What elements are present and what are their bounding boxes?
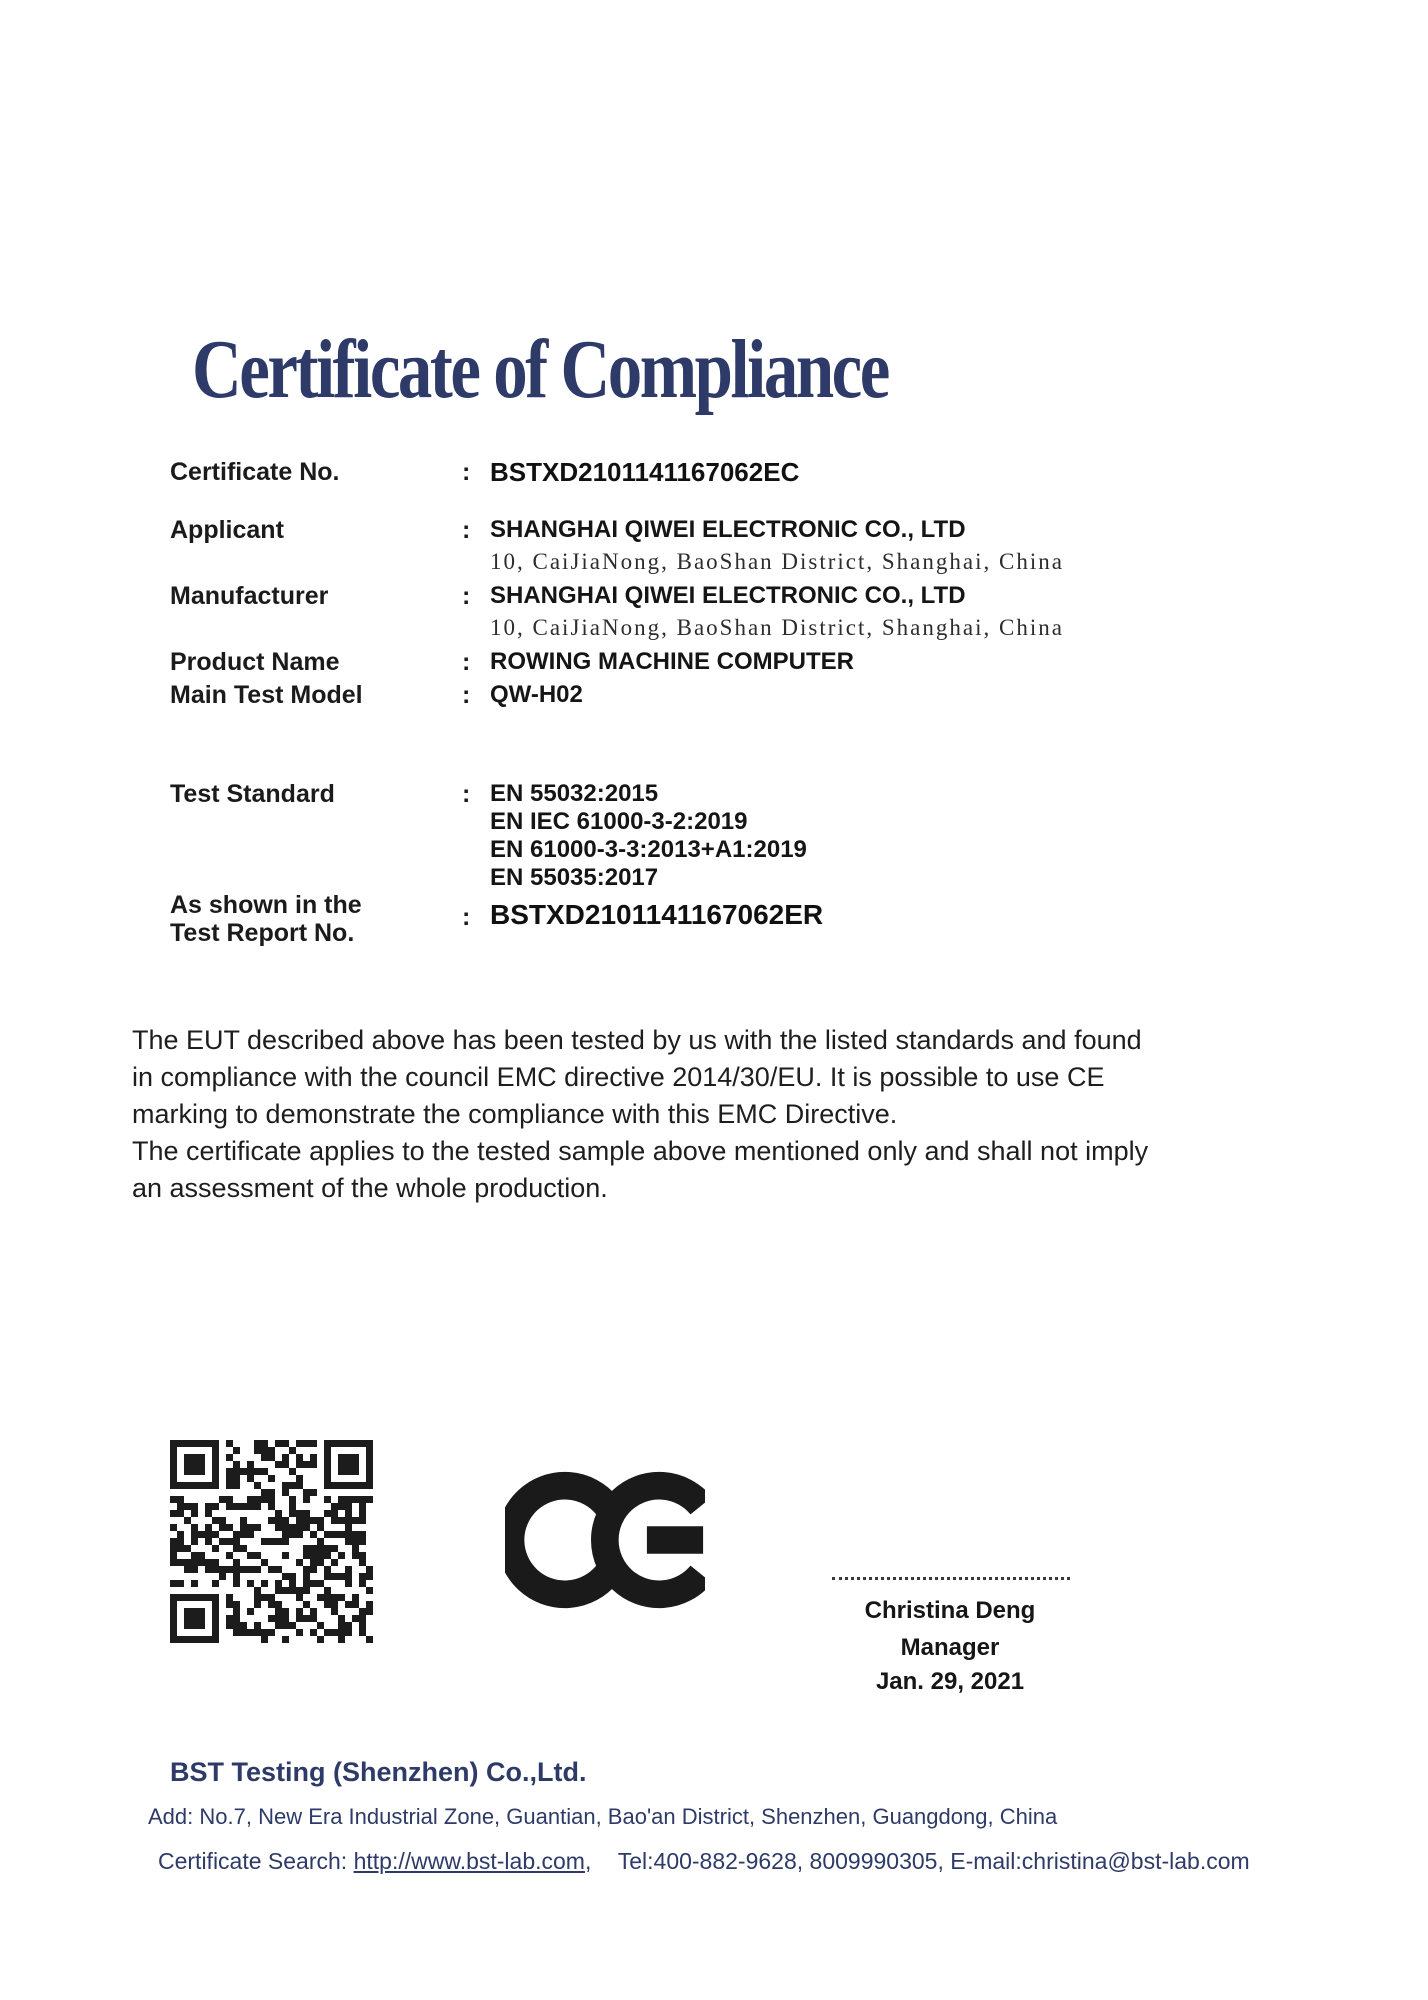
colon-separator: : xyxy=(462,458,471,486)
field-value-main-test-model: QW-H02 xyxy=(490,681,583,708)
certificate-search-label: Certificate Search: xyxy=(158,1848,348,1874)
field-value-certificate-no: BSTXD2101141167062EC xyxy=(490,457,800,487)
footer-contact-line xyxy=(158,1848,1250,1875)
qr-code-image xyxy=(170,1440,373,1643)
field-value-manufacturer: SHANGHAI QIWEI ELECTRONIC CO., LTD xyxy=(490,582,966,609)
field-value-product-name: ROWING MACHINE COMPUTER xyxy=(490,648,854,675)
test-standard-line: EN 55035:2017 xyxy=(490,864,659,891)
colon-separator: : xyxy=(462,681,471,709)
field-label-product-name: Product Name xyxy=(170,648,340,676)
test-standard-line: EN IEC 61000-3-2:2019 xyxy=(490,808,748,835)
statement-line: in compliance with the council EMC directive 2014/30/EU. It is possible to use CE xyxy=(132,1062,1105,1092)
field-label-test-report-line1: As shown in the xyxy=(170,891,362,919)
page-title: Certificate of Compliance xyxy=(192,323,888,416)
manufacturer-address: 10, CaiJiaNong, BaoShan District, Shanghai, China xyxy=(490,615,1064,640)
colon-separator: : xyxy=(462,903,471,931)
statement-line: The EUT described above has been tested by us with the listed standards and found xyxy=(132,1025,1142,1055)
field-label-certificate-no: Certificate No. xyxy=(170,458,340,486)
signature-date: Jan. 29, 2021 xyxy=(875,1668,1025,1695)
statement-line: marking to demonstrate the compliance with this EMC Directive. xyxy=(132,1099,898,1129)
test-standard-line: EN 61000-3-3:2013+A1:2019 xyxy=(490,836,807,863)
field-value-applicant: SHANGHAI QIWEI ELECTRONIC CO., LTD xyxy=(490,516,966,543)
qr-code xyxy=(170,1440,373,1643)
footer-tel-email: Tel:400-882-9628, 8009990305, E-mail:christina@bst-lab.com xyxy=(617,1848,1250,1874)
colon-separator: : xyxy=(462,780,471,808)
test-standard-line: EN 55032:2015 xyxy=(490,780,659,807)
issuer-address: Add: No.7, New Era Industrial Zone, Guantian, Bao'an District, Shenzhen, Guangdong, China xyxy=(148,1804,1058,1829)
field-label-applicant: Applicant xyxy=(170,516,284,544)
colon-separator: : xyxy=(462,648,471,676)
statement-line: an assessment of the whole production. xyxy=(132,1173,608,1203)
statement-line: The certificate applies to the tested sample above mentioned only and shall not imply xyxy=(132,1136,1149,1166)
applicant-address: 10, CaiJiaNong, BaoShan District, Shanghai, China xyxy=(490,549,1064,574)
field-label-manufacturer: Manufacturer xyxy=(170,582,329,610)
field-label-test-standard: Test Standard xyxy=(170,780,335,808)
field-label-main-test-model: Main Test Model xyxy=(170,681,363,709)
signature-dotted-line xyxy=(832,1561,1070,1580)
certificate-search-link[interactable]: http://www.bst-lab.com xyxy=(353,1848,585,1874)
issuer-company-name: BST Testing (Shenzhen) Co.,Ltd. xyxy=(170,1757,587,1787)
colon-separator: : xyxy=(462,516,471,544)
field-label-test-report-line2: Test Report No. xyxy=(170,919,355,947)
ce-mark-logo xyxy=(505,1466,705,1614)
signatory-name: Christina Deng xyxy=(864,1597,1036,1624)
signatory-title: Manager xyxy=(900,1634,1000,1661)
colon-separator: : xyxy=(462,582,471,610)
ce-mark xyxy=(505,1466,705,1614)
comma-text: , xyxy=(584,1848,592,1874)
field-value-test-standard xyxy=(490,780,807,892)
compliance-statement xyxy=(132,1022,1148,1207)
field-value-test-report-no: BSTXD2101141167062ER xyxy=(490,899,824,930)
